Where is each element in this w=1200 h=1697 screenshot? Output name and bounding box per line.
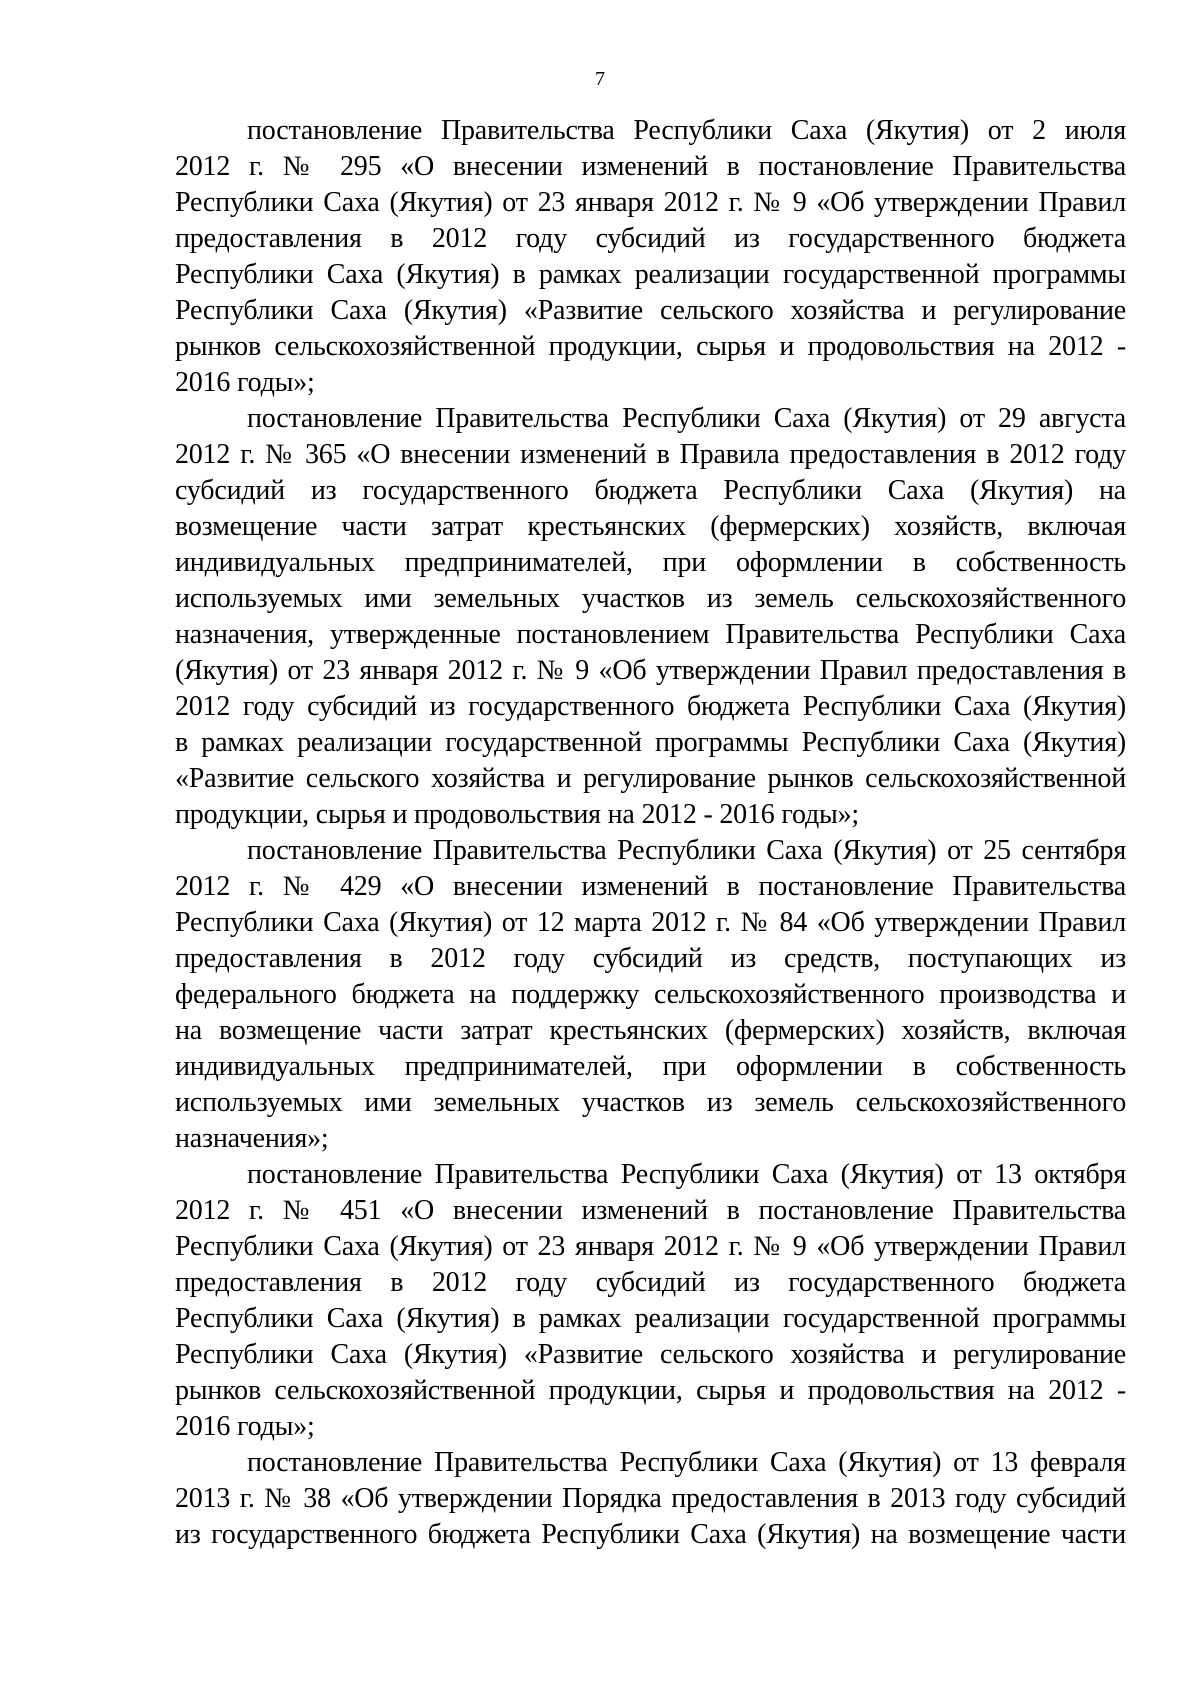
text-line: 2012 г. № 451 «О внесении изменений в постановление Правительства [175,1195,1126,1226]
text-line: Республики Саха (Якутия) «Развитие сельского хозяйства и регулирование [175,295,1126,326]
text-line: Республики Саха (Якутия) в рамках реализации государственной программы [175,259,1126,290]
decree-paragraph-2 [175,401,1126,833]
text-line: на возмещение части затрат крестьянских (фермерских) хозяйств, включая [175,1015,1126,1046]
text-line: 2012 г. № 429 «О внесении изменений в постановление Правительства [175,871,1126,902]
text-line: индивидуальных предпринимателей, при оформлении в собственность [175,1051,1126,1082]
text-line: постановление Правительства Республики Саха (Якутия) от 2 июля [247,115,1126,146]
decree-paragraph-5 [175,1445,1126,1553]
text-line: 2013 г. № 38 «Об утверждении Порядка предоставления в 2013 году субсидий [175,1483,1126,1514]
text-line: рынков сельскохозяйственной продукции, сырья и продовольствия на 2012 - [175,331,1126,362]
text-line: в рамках реализации государственной программы Республики Саха (Якутия) [175,727,1126,758]
text-line: назначения, утвержденные постановлением Правительства Республики Саха [175,619,1126,650]
text-line: индивидуальных предпринимателей, при оформлении в собственность [175,547,1126,578]
decree-paragraph-1 [175,113,1126,401]
text-line: Республики Саха (Якутия) от 12 марта 2012 г. № 84 «Об утверждении Правил [175,907,1126,938]
text-line: назначения»; [175,1123,329,1154]
text-line: (Якутия) от 23 января 2012 г. № 9 «Об утверждении Правил предоставления в [175,655,1126,686]
text-line: 2016 годы»; [175,367,315,398]
text-line: из государственного бюджета Республики Саха (Якутия) на возмещение части [175,1519,1126,1550]
text-line: 2012 году субсидий из государственного бюджета Республики Саха (Якутия) [175,691,1126,722]
text-line: постановление Правительства Республики Саха (Якутия) от 13 февраля [247,1447,1126,1478]
text-line: предоставления в 2012 году субсидий из государственного бюджета [175,1267,1126,1298]
decree-paragraph-3 [175,833,1126,1157]
text-line: постановление Правительства Республики Саха (Якутия) от 29 августа [247,403,1126,434]
text-line: постановление Правительства Республики Саха (Якутия) от 13 октября [247,1159,1126,1190]
text-line: «Развитие сельского хозяйства и регулирование рынков сельскохозяйственной [175,763,1126,794]
decree-paragraph-4 [175,1157,1126,1445]
text-line: Республики Саха (Якутия) «Развитие сельского хозяйства и регулирование [175,1339,1126,1370]
text-line: 2012 г. № 365 «О внесении изменений в Правила предоставления в 2012 году [175,439,1126,470]
text-line: федерального бюджета на поддержку сельскохозяйственного производства и [175,979,1126,1010]
text-line: предоставления в 2012 году субсидий из средств, поступающих из [175,943,1126,974]
text-line: 2016 годы»; [175,1411,315,1442]
text-line: возмещение части затрат крестьянских (фермерских) хозяйств, включая [175,511,1126,542]
document-body [175,113,1126,1553]
text-line: используемых ими земельных участков из земель сельскохозяйственного [175,583,1126,614]
text-line: Республики Саха (Якутия) от 23 января 2012 г. № 9 «Об утверждении Правил [175,1231,1126,1262]
text-line: субсидий из государственного бюджета Республики Саха (Якутия) на [175,475,1126,506]
text-line: используемых ими земельных участков из земель сельскохозяйственного [175,1087,1126,1118]
text-line: рынков сельскохозяйственной продукции, сырья и продовольствия на 2012 - [175,1375,1126,1406]
text-line: Республики Саха (Якутия) в рамках реализации государственной программы [175,1303,1126,1334]
text-line: 2012 г. № 295 «О внесении изменений в постановление Правительства [175,151,1126,182]
text-line: предоставления в 2012 году субсидий из государственного бюджета [175,223,1126,254]
text-line: постановление Правительства Республики Саха (Якутия) от 25 сентября [247,835,1126,866]
text-line: продукции, сырья и продовольствия на 2012 - 2016 годы»; [175,799,859,830]
page-number: 7 [595,68,605,90]
text-line: Республики Саха (Якутия) от 23 января 2012 г. № 9 «Об утверждении Правил [175,187,1126,218]
